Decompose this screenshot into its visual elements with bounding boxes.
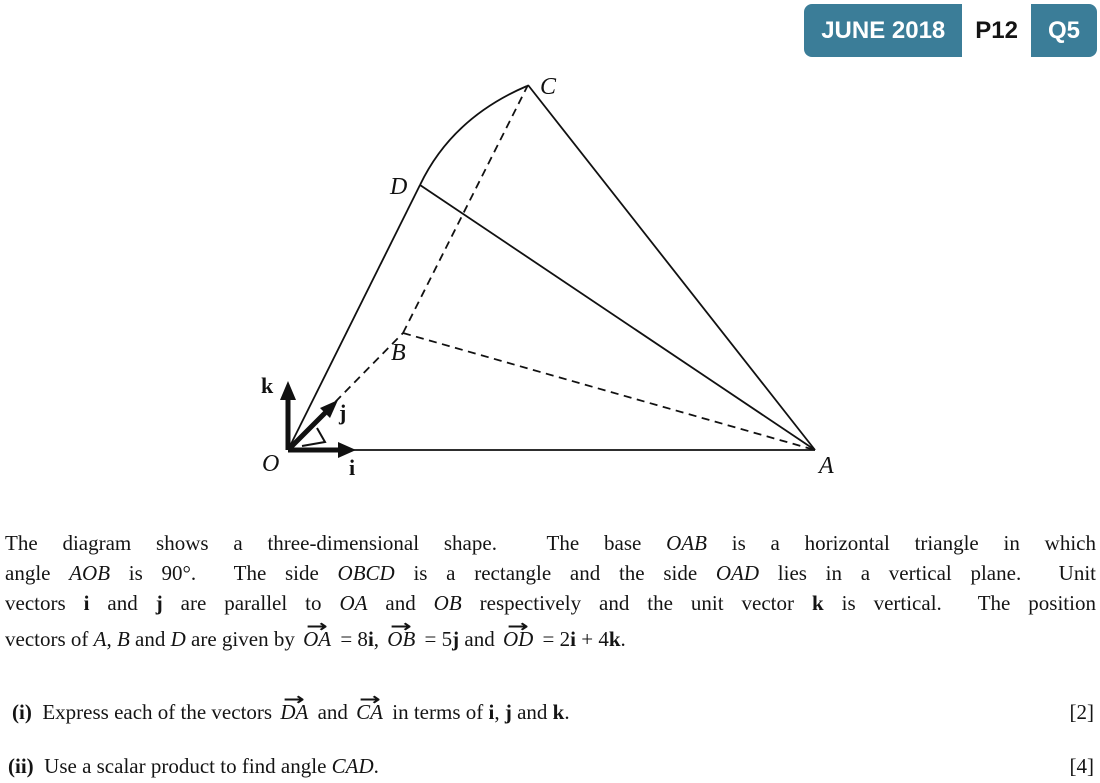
edge-ba [403,333,815,450]
part-i-number: (i) [12,700,32,724]
badge-question: Q5 [1031,4,1097,57]
vertex-label-o: O [262,451,280,477]
problem-line-4: vectors of A, B and D are given by → OA = 8i, → OB = 5j and → OD = 2i + 4k. [5,624,1096,654]
part-ii-marks: [4] [1069,754,1094,778]
part-i-marks: [2] [1069,700,1094,724]
problem-statement [5,528,1096,654]
edge-bc [403,85,528,333]
vertex-label-b: B [391,340,406,366]
badge-paper: P12 [962,4,1031,57]
question-part-ii [8,751,1094,781]
hidden-edges [288,85,815,450]
question-part-i [12,697,1094,727]
vertex-label-d: D [390,174,408,200]
problem-line-1: The diagram shows a three-dimensional shape. The base OAB is a horizontal triangle in which [5,531,1096,555]
problem-line-2: angle AOB is 90°. The side OBCD is a rectangle and the side OAD lies in a vertical plane. Unit [5,561,1096,585]
i-axis-label: i [349,455,356,480]
k-axis-arrowhead [280,381,296,400]
j-axis-label: j [339,400,347,425]
visible-edges [288,85,815,450]
edge-da [420,185,815,450]
edge-od [288,185,420,450]
vertex-label-a: A [819,453,834,479]
part-ii-text: Use a scalar product to find angle CAD. [33,754,379,778]
badge-session: JUNE 2018 [804,4,962,57]
edge-dc [420,86,527,185]
part-i-text: Express each of the vectors → DA and → CA in terms of i, j and k. [32,700,570,724]
k-axis-label: k [261,373,274,398]
problem-line-3: vectors i and j are parallel to OA and OB respectively and the unit vector k is vertical. The position [5,591,1096,615]
edge-ca [528,85,815,450]
vertex-label-c: C [540,74,557,100]
part-ii-number: (ii) [8,754,34,778]
